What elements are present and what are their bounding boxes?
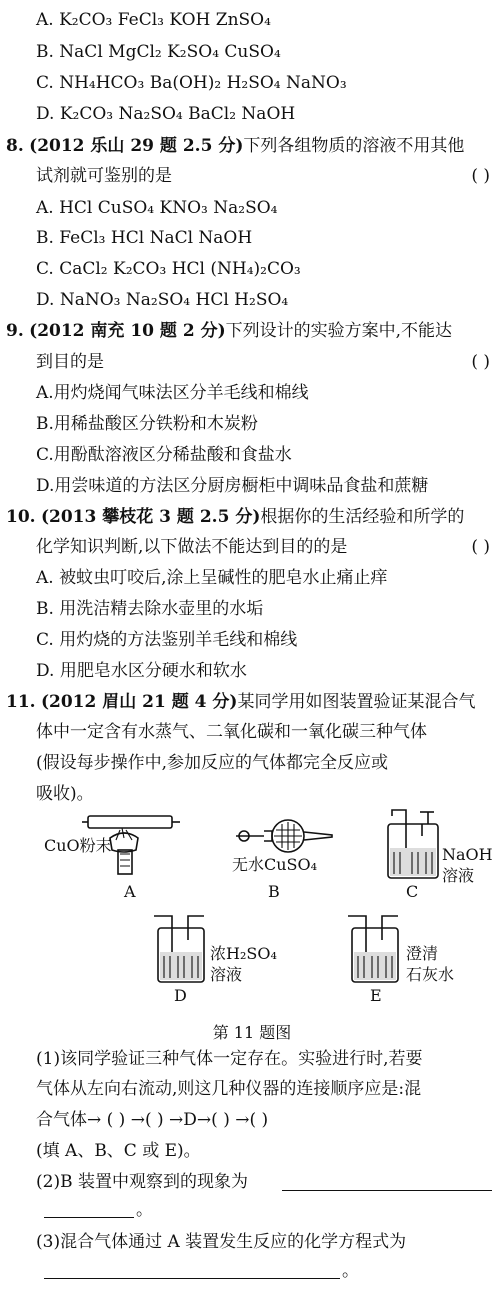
q9-option-d: D.用尝味道的方法区分厨房橱柜中调味品食盐和蔗糖 — [36, 476, 429, 496]
figure-caption: 第 11 题图 — [212, 1023, 292, 1042]
q11-sub1-line2: 气体从左向右流动,则这几种仪器的连接顺序应是:混 — [36, 1079, 422, 1099]
q8-answer-paren[interactable]: ( ) — [471, 166, 490, 186]
q9-option-a: A.用灼烧闻气味法区分羊毛线和棉线 — [36, 383, 309, 403]
q11-sub2-blank-1[interactable] — [282, 1190, 492, 1191]
q11-stem2: 体中一定含有水蒸气、二氧化碳和一氧化碳三种气体 — [36, 722, 427, 742]
apparatus-c-wash-bottle — [382, 806, 442, 882]
q11-source: (2012 眉山 21 题 4 分) — [40, 692, 238, 712]
q11-stem1: 某同学用如图装置验证某混合气 — [237, 692, 476, 712]
q9-stem-line1 — [6, 319, 452, 343]
q10-stem1: 根据你的生活经验和所学的 — [260, 507, 465, 527]
q10-option-d: D. 用肥皂水区分硬水和软水 — [36, 661, 247, 681]
q11-sub2-line1: (2)B 装置中观察到的现象为 — [36, 1172, 248, 1192]
q8-option-a: A. HCl CuSO₄ KNO₃ Na₂SO₄ — [36, 198, 278, 218]
q8-stem1: 下列各组物质的溶液不用其他 — [243, 136, 465, 156]
letter-b: B — [268, 882, 280, 901]
q7-option-b: B. NaCl MgCl₂ K₂SO₄ CuSO₄ — [36, 42, 281, 62]
label-a-cuo: CuO粉末 — [44, 836, 112, 855]
q11-sub3-blank[interactable] — [44, 1278, 340, 1279]
q11-sub1-line4: (填 A、B、C 或 E)。 — [36, 1141, 201, 1161]
q8-option-b: B. FeCl₃ HCl NaCl NaOH — [36, 228, 253, 248]
q10-stem-line1 — [6, 505, 464, 529]
label-c-solution: 溶液 — [442, 866, 475, 885]
q9-stem1: 下列设计的实验方案中,不能达 — [225, 321, 453, 341]
apparatus-b-drying-tube — [232, 816, 342, 856]
q10-option-b: B. 用洗洁精去除水壶里的水垢 — [36, 599, 264, 619]
q11-sub3-line1: (3)混合气体通过 A 装置发生反应的化学方程式为 — [36, 1232, 407, 1252]
label-d-h2so4: 浓H₂SO₄ — [210, 944, 277, 963]
q7-option-d: D. K₂CO₃ Na₂SO₄ BaCl₂ NaOH — [36, 104, 296, 124]
q11-sub2-blank-2[interactable] — [44, 1217, 134, 1218]
q11-sub2-end: 。 — [136, 1200, 153, 1220]
q10-answer-paren[interactable]: ( ) — [471, 537, 490, 557]
q9-option-b: B.用稀盐酸区分铁粉和木炭粉 — [36, 414, 258, 434]
q11-number: 11. — [6, 692, 36, 712]
q10-option-a: A. 被蚊虫叮咬后,涂上呈碱性的肥皂水止痛止痒 — [36, 568, 388, 588]
q7-option-c: C. NH₄HCO₃ Ba(OH)₂ H₂SO₄ NaNO₃ — [36, 73, 347, 93]
q10-source: (2013 攀枝花 3 题 2.5 分) — [40, 507, 261, 527]
apparatus-e-wash-bottle — [344, 910, 404, 986]
q10-stem2: 化学知识判断,以下做法不能达到目的的是 — [36, 537, 348, 557]
q8-option-d: D. NaNO₃ Na₂SO₄ HCl H₂SO₄ — [36, 290, 289, 310]
label-e-limewater: 石灰水 — [406, 965, 455, 984]
q11-stem-line1 — [6, 690, 475, 714]
letter-d: D — [174, 986, 187, 1005]
q7-option-a: A. K₂CO₃ FeCl₃ KOH ZnSO₄ — [36, 10, 271, 30]
apparatus-d-wash-bottle — [150, 910, 210, 986]
q9-number: 9. — [6, 321, 24, 341]
label-b-cuso4: 无水CuSO₄ — [232, 855, 318, 874]
q8-number: 8. — [6, 136, 24, 156]
label-d-solution: 溶液 — [210, 965, 243, 984]
letter-a: A — [124, 882, 136, 901]
q11-sub1-line3[interactable]: 合气体→ ( ) →( ) →D→( ) →( ) — [36, 1110, 269, 1130]
q11-stem3: (假设每步操作中,参加反应的气体都完全反应或 — [36, 753, 389, 773]
q11-stem4: 吸收)。 — [36, 784, 94, 804]
q9-stem2: 到目的是 — [36, 352, 104, 372]
q10-option-c: C. 用灼烧的方法鉴别羊毛线和棉线 — [36, 630, 298, 650]
q9-answer-paren[interactable]: ( ) — [471, 352, 490, 372]
q11-sub1-line1: (1)该同学验证三种气体一定存在。实验进行时,若要 — [36, 1049, 423, 1069]
q8-stem2: 试剂就可鉴别的是 — [36, 166, 172, 186]
q10-number: 10. — [6, 507, 36, 527]
letter-e: E — [370, 986, 382, 1005]
q9-source: (2012 南充 10 题 2 分) — [29, 321, 226, 341]
q11-sub3-end: 。 — [342, 1261, 359, 1281]
label-c-naoh: NaOH — [442, 845, 493, 864]
letter-c: C — [406, 882, 419, 901]
q8-option-c: C. CaCl₂ K₂CO₃ HCl (NH₄)₂CO₃ — [36, 259, 301, 279]
q8-source: (2012 乐山 29 题 2.5 分) — [29, 136, 244, 156]
q8-stem-line1 — [6, 134, 464, 158]
label-e-clear: 澄清 — [406, 944, 439, 963]
q9-option-c: C.用酚酞溶液区分稀盐酸和食盐水 — [36, 445, 292, 465]
